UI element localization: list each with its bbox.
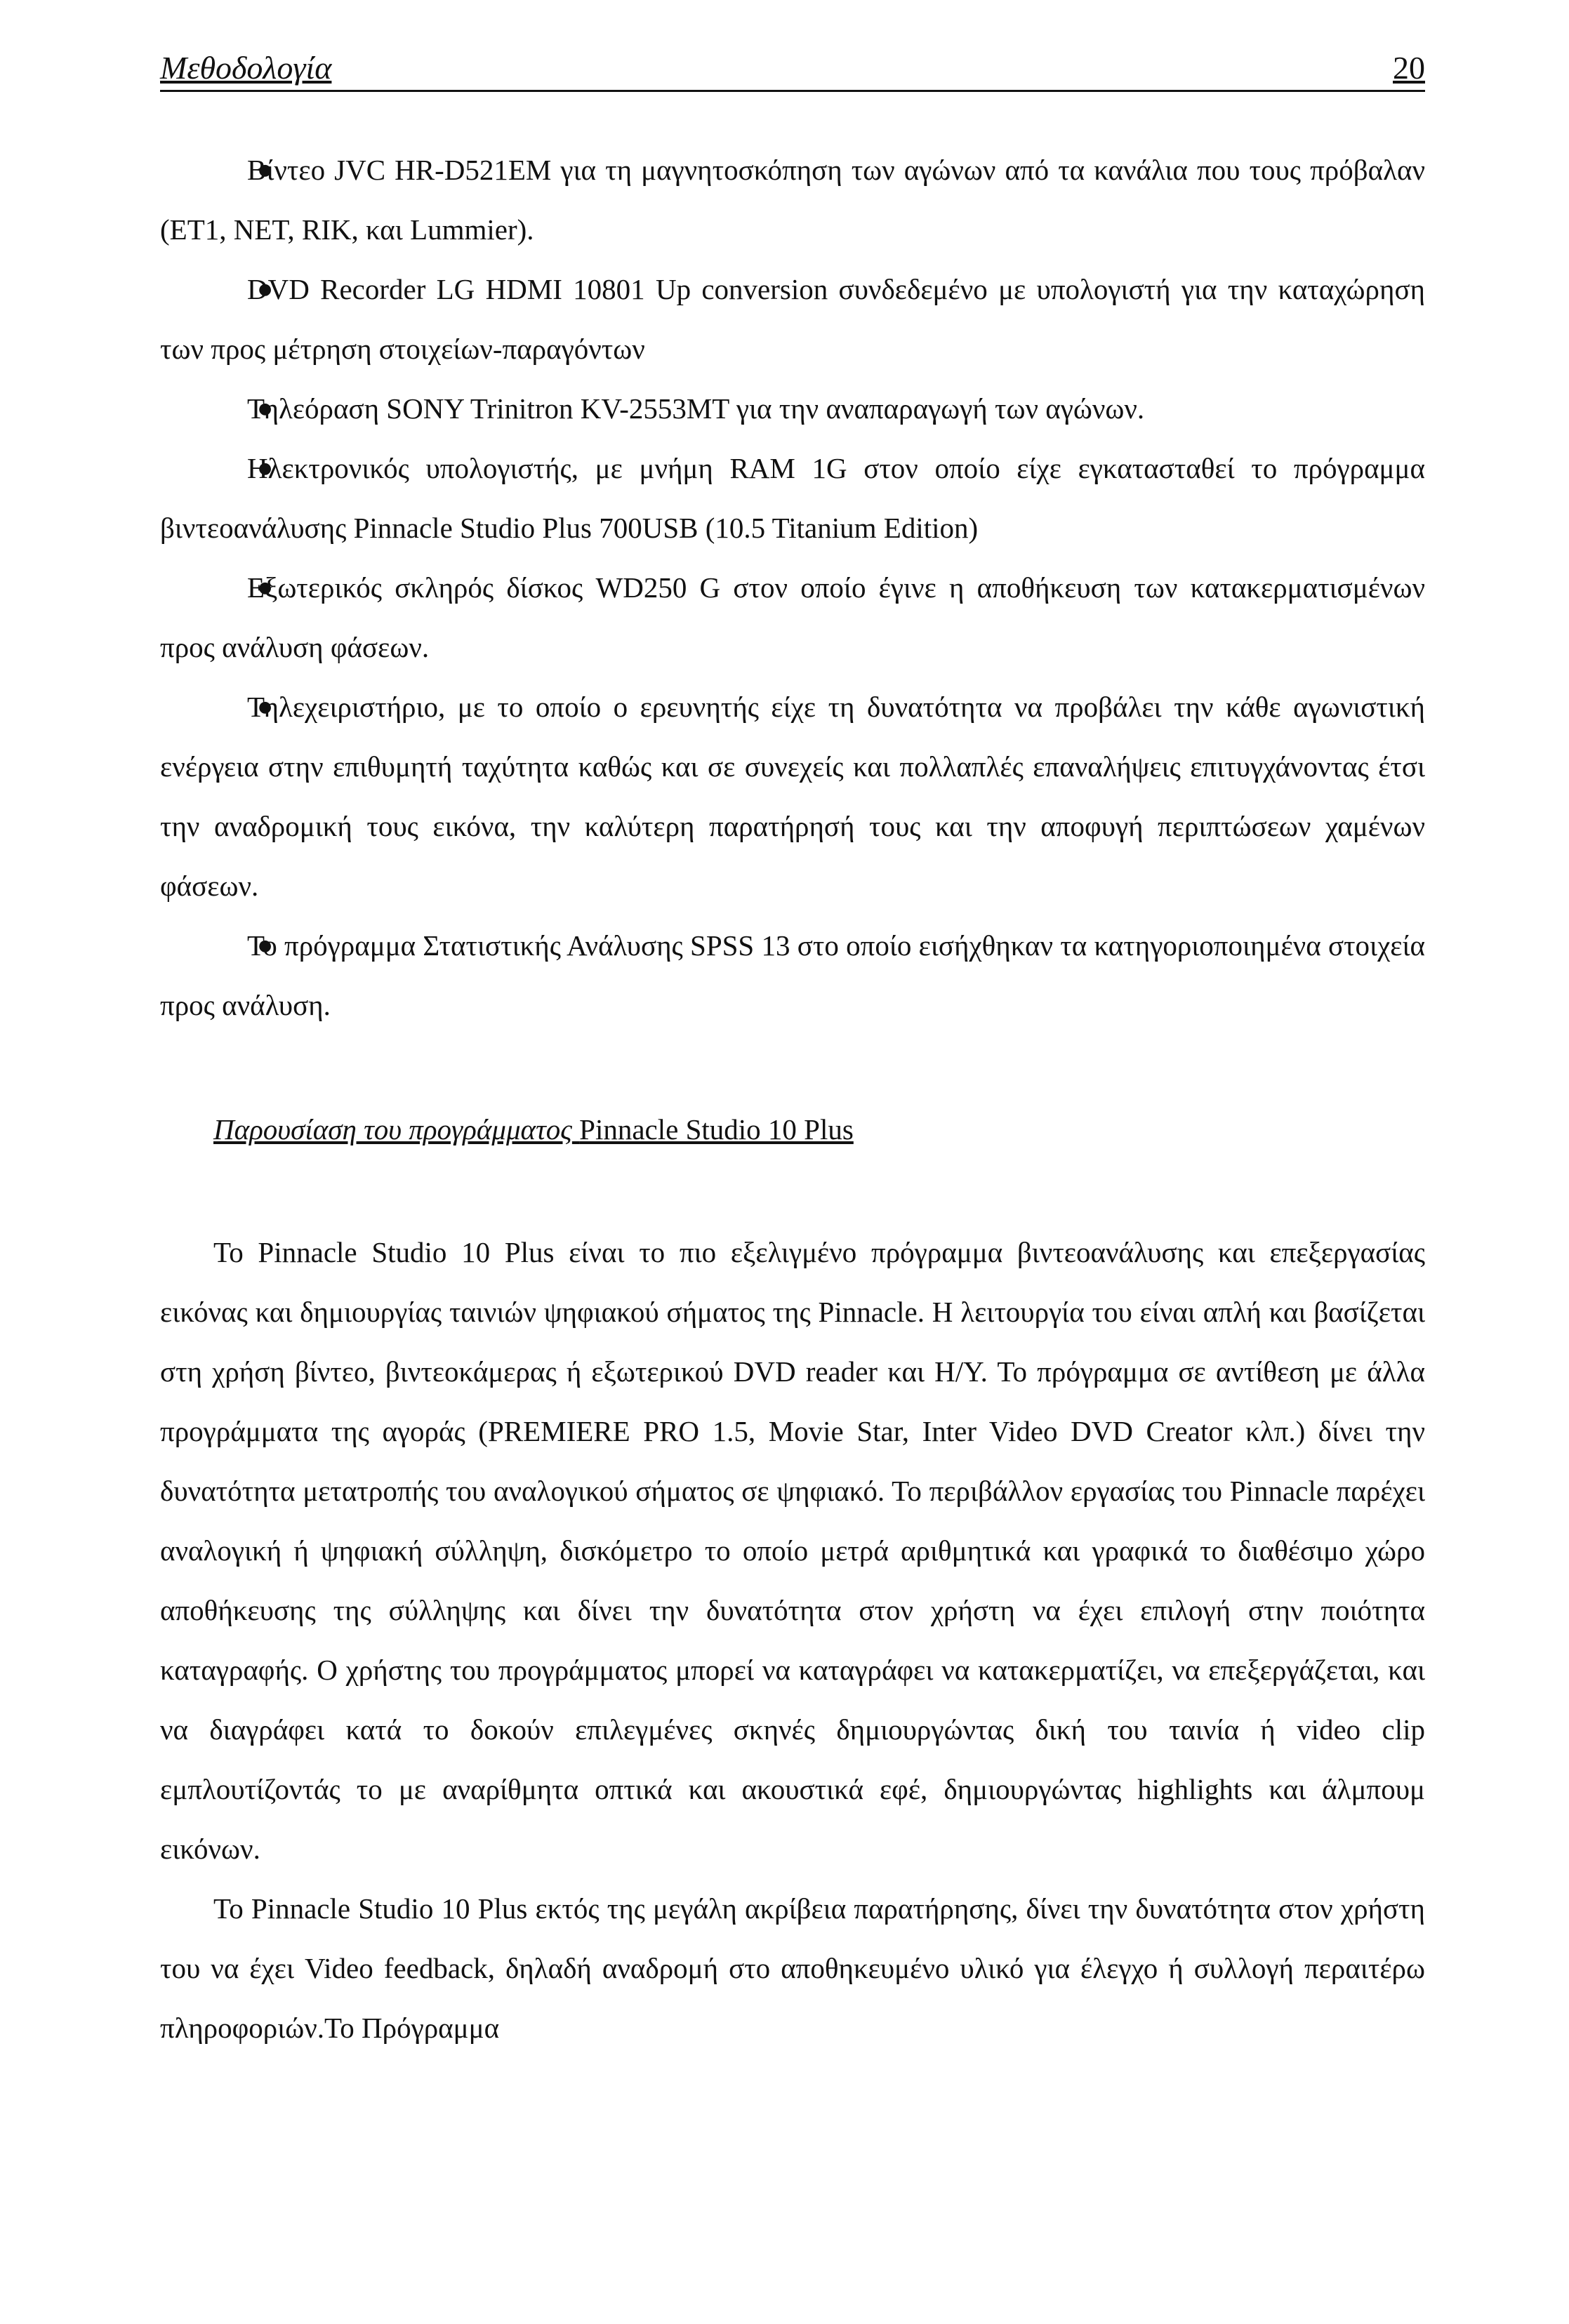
- page-number: 20: [1393, 50, 1425, 86]
- list-item: [160, 677, 1425, 916]
- list-item-text: Το πρόγραμμα Στατιστικής Ανάλυσης SPSS 13 στο οποίο εισήχθηκαν τα κατηγοριοποιημένα στοιχεία προς ανάλυση.: [160, 929, 1425, 1021]
- section-heading-italic: Παρουσίαση του προγράμματος: [213, 1113, 572, 1146]
- list-item: [160, 439, 1425, 558]
- list-item-text: DVD Recorder LG HDMI 10801 Up conversion συνδεδεμένο με υπολογιστή για την καταχώρηση των προς μέτρηση στοιχείων-παραγόντων: [160, 273, 1425, 365]
- list-item: [160, 379, 1425, 439]
- section-heading-program: Pinnacle Studio 10 Plus: [579, 1113, 854, 1146]
- list-item-text: Βίντεο JVC HR-D521EM για τη μαγνητοσκόπηση των αγώνων από τα κανάλια που τους πρόβαλαν (ΕΤ1, ΝΕΤ, RIK, και Lummier).: [160, 154, 1425, 246]
- list-item: [160, 558, 1425, 677]
- section-heading: [160, 1100, 1425, 1160]
- list-item: [160, 260, 1425, 379]
- list-item-text: Ηλεκτρονικός υπολογιστής, με μνήμη RAM 1G στον οποίο είχε εγκατασταθεί το πρόγραμμα βιντεοανάλυσης Pinnacle Studio Plus 700USB (10.5 Titanium Edition): [160, 452, 1425, 544]
- paragraph-feedback: Το Pinnacle Studio 10 Plus εκτός της μεγάλη ακρίβεια παρατήρησης, δίνει την δυνατότητα στον χρήστη του να έχει Video feedback, δηλαδή αναδρομή στο αποθηκευμένο υλικό για έλεγχο ή συλλογή περαιτέρω πληροφοριών.Το Πρόγραμμα: [160, 1892, 1425, 2044]
- list-item-text: Εξωτερικός σκληρός δίσκος WD250 G στον οποίο έγινε η αποθήκευση των κατακερματισμένων προς ανάλυση φάσεων.: [160, 571, 1425, 663]
- equipment-list: [160, 140, 1425, 1035]
- list-item: [160, 916, 1425, 1035]
- running-header: [160, 46, 1425, 92]
- list-item: [160, 140, 1425, 260]
- list-item-text: Τηλεόραση SONY Trinitron KV-2553MT για την αναπαραγωγή των αγώνων.: [247, 392, 1145, 425]
- body-text: [160, 140, 1425, 2058]
- list-item-text: Τηλεχειριστήριο, με το οποίο ο ερευνητής είχε τη δυνατότητα να προβάλει την κάθε αγωνιστική ενέργεια στην επιθυμητή ταχύτητα καθώς και σε συνεχείς και πολλαπλές επαναλήψεις επιτυγχάνοντας έτσι την αναδρομική τους εικόνα, την καλύτερη παρατήρησή τους και την αποφυγή περιπτώσεων χαμένων φάσεων.: [160, 691, 1425, 902]
- header-section-title: Μεθοδολογία: [160, 50, 332, 86]
- paragraph-overview: Το Pinnacle Studio 10 Plus είναι το πιο εξελιγμένο πρόγραμμα βιντεοανάλυσης και επεξεργασίας εικόνας και δημιουργίας ταινιών ψηφιακού σήματος της Pinnacle. Η λειτουργία του είναι απλή και βασίζεται στη χρήση βίντεο, βιντεοκάμερας ή εξωτερικού DVD reader και Η/Υ. Το πρόγραμμα σε αντίθεση με άλλα προγράμματα της αγοράς (PREMIERE PRO 1.5, Movie Star, Inter Video DVD Creator κλπ.) δίνει την δυνατότητα μετατροπής του αναλογικού σήματος σε ψηφιακό. Το περιβάλλον εργασίας του Pinnacle παρέχει αναλογική ή ψηφιακή σύλληψη, δισκόμετρο το οποίο μετρά αριθμητικά και γραφικά το διαθέσιμο χώρο αποθήκευσης της σύλληψης και δίνει την δυνατότητα στον χρήστη να έχει επιλογή στην ποιότητα καταγραφής. Ο χρήστης του προγράμματος μπορεί να καταγράφει να κατακερματίζει, να επεξεργάζεται, και να διαγράφει κατά το δοκούν επιλεγμένες σκηνές δημιουργώντας δική του ταινία ή video clip εμπλουτίζοντάς το με αναρίθμητα οπτικά και ακουστικά εφέ, δημιουργώντας highlights και άλμπουμ εικόνων.: [160, 1236, 1425, 1865]
